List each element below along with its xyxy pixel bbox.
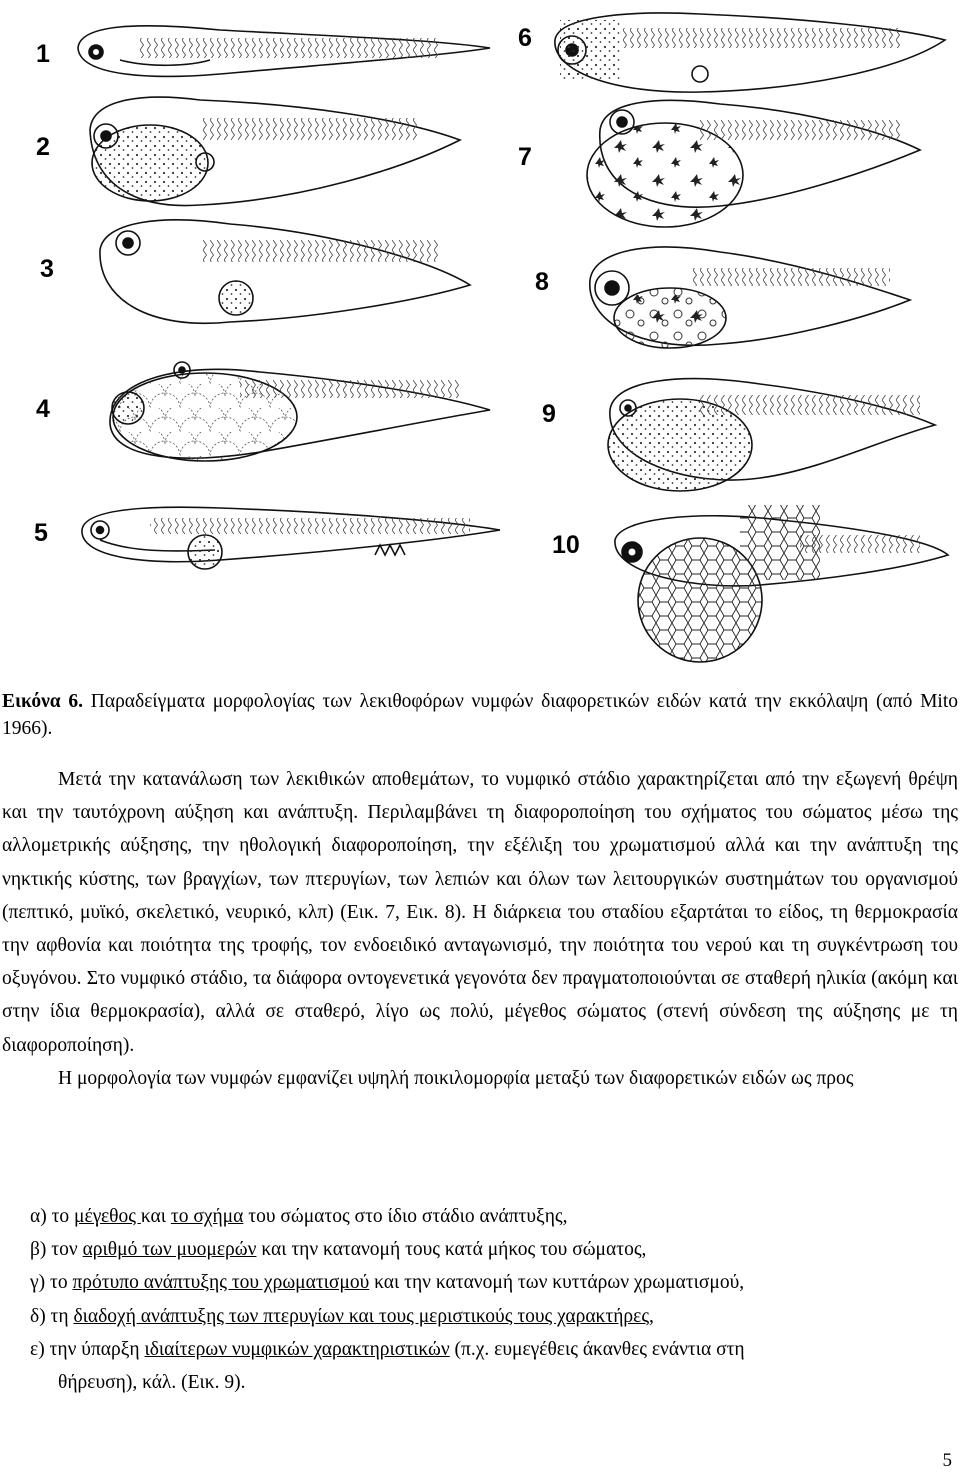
- figure-label-7: 7: [518, 143, 532, 171]
- list-item-c: γ) το πρότυπο ανάπτυξης του χρωματισμού και την κατανομή των κυττάρων χρωματισμού,: [30, 1272, 745, 1294]
- larva-5-drawing: [82, 507, 500, 569]
- characteristics-list: [30, 1200, 958, 1399]
- larva-3-drawing: [100, 220, 470, 323]
- figure-label-8: 8: [535, 268, 549, 296]
- list-item-e: ε) την ύπαρξη ιδιαίτερων νυμφικών χαρακτηριστικών (π.χ. ευμεγέθεις άκανθες ενάντια στη: [30, 1338, 745, 1360]
- caption-text: Παραδείγματα μορφολογίας των λεκιθοφόρων νυμφών διαφορετικών ειδών κατά την εκκόλαψη (από Mito 1966).: [2, 691, 958, 739]
- larva-10-drawing: [615, 505, 948, 662]
- paragraph: Μετά την κατανάλωση των λεκιθικών αποθεμάτων, το νυμφικό στάδιο χαρακτηρίζεται από την εξωγενή θρέψη και την ταυτόχρονη αύξηση και ανάπτυξη. Περιλαμβάνει τη διαφοροποίηση του σχήματος του σώματος μέσω της αλλομετρικής αύξησης, την ηθολογική διαφοροποίηση, την εξέλιξη του χρωματισμού αλλά και την ανάπτυξη της νηκτικής κύστης, των βραγχίων, των πτερυγίων, των λεπιών και όλων των λειτουργικών συστημάτων του οργανισμού (πεπτικό, μυϊκό, σκελετικό, νευρικό, κλπ) (Εικ. 7, Εικ. 8). Η διάρκεια του σταδίου εξαρτάται το είδος, τη θερμοκρασία την αφθονία και ποιότητα της τροφής, τον ενδοειδικό ανταγωνισμό, την ποιότητα του νερού και τη συγκέντρωση του οξυγόνου. Στο νυμφικό στάδιο, τα διάφορα οντογενετικά γεγονότα δεν πραγματοποιούνται σε σταθερή ηλικία (ακόμη και στην ίδια θερμοκρασία), αλλά σε σταθερό, λίγο ως πολύ, μέγεθος σώματος (στενή σύνδεση της αύξησης με τη διαφοροποίηση).: [2, 769, 958, 1056]
- figure-caption: [2, 688, 958, 742]
- paragraph: Η μορφολογία των νυμφών εμφανίζει υψηλή ποικιλομορφία μεταξύ των διαφορετικών ειδών ως προς: [58, 1067, 854, 1089]
- figure-label-5: 5: [34, 519, 48, 547]
- figure-label-6: 6: [518, 24, 532, 52]
- larva-1-drawing: [78, 26, 490, 77]
- larva-6-drawing: [555, 13, 945, 92]
- larva-2-drawing: [90, 97, 460, 205]
- list-item-e-continuation: θήρευση), κάλ. (Εικ. 9).: [58, 1372, 246, 1394]
- larva-4-drawing: [110, 362, 490, 461]
- list-item-b: β) τον αριθμό των μυομερών και την κατανομή τους κατά μήκος του σώματος,: [30, 1239, 647, 1261]
- list-item-d: δ) τη διαδοχή ανάπτυξης των πτερυγίων και τους μεριστικούς τους χαρακτήρες,: [30, 1305, 654, 1327]
- figure-label-2: 2: [36, 133, 50, 161]
- larva-9-drawing: [608, 379, 935, 491]
- larva-8-drawing: [590, 247, 910, 348]
- larva-7-drawing: [587, 100, 920, 227]
- list-item-a: α) το μέγεθος και το σχήμα του σώματος στο ίδιο στάδιο ανάπτυξης,: [30, 1206, 568, 1227]
- larvae-figure: [0, 0, 960, 672]
- page-number: 5: [942, 1450, 952, 1471]
- figure-label-3: 3: [40, 255, 54, 283]
- figure-label-9: 9: [542, 400, 556, 428]
- body-text: [2, 763, 958, 1095]
- figure-label-4: 4: [36, 395, 50, 423]
- figure-label-10: 10: [552, 531, 580, 559]
- figure-label-1: 1: [36, 40, 50, 68]
- caption-lead: Εικόνα 6.: [2, 691, 84, 712]
